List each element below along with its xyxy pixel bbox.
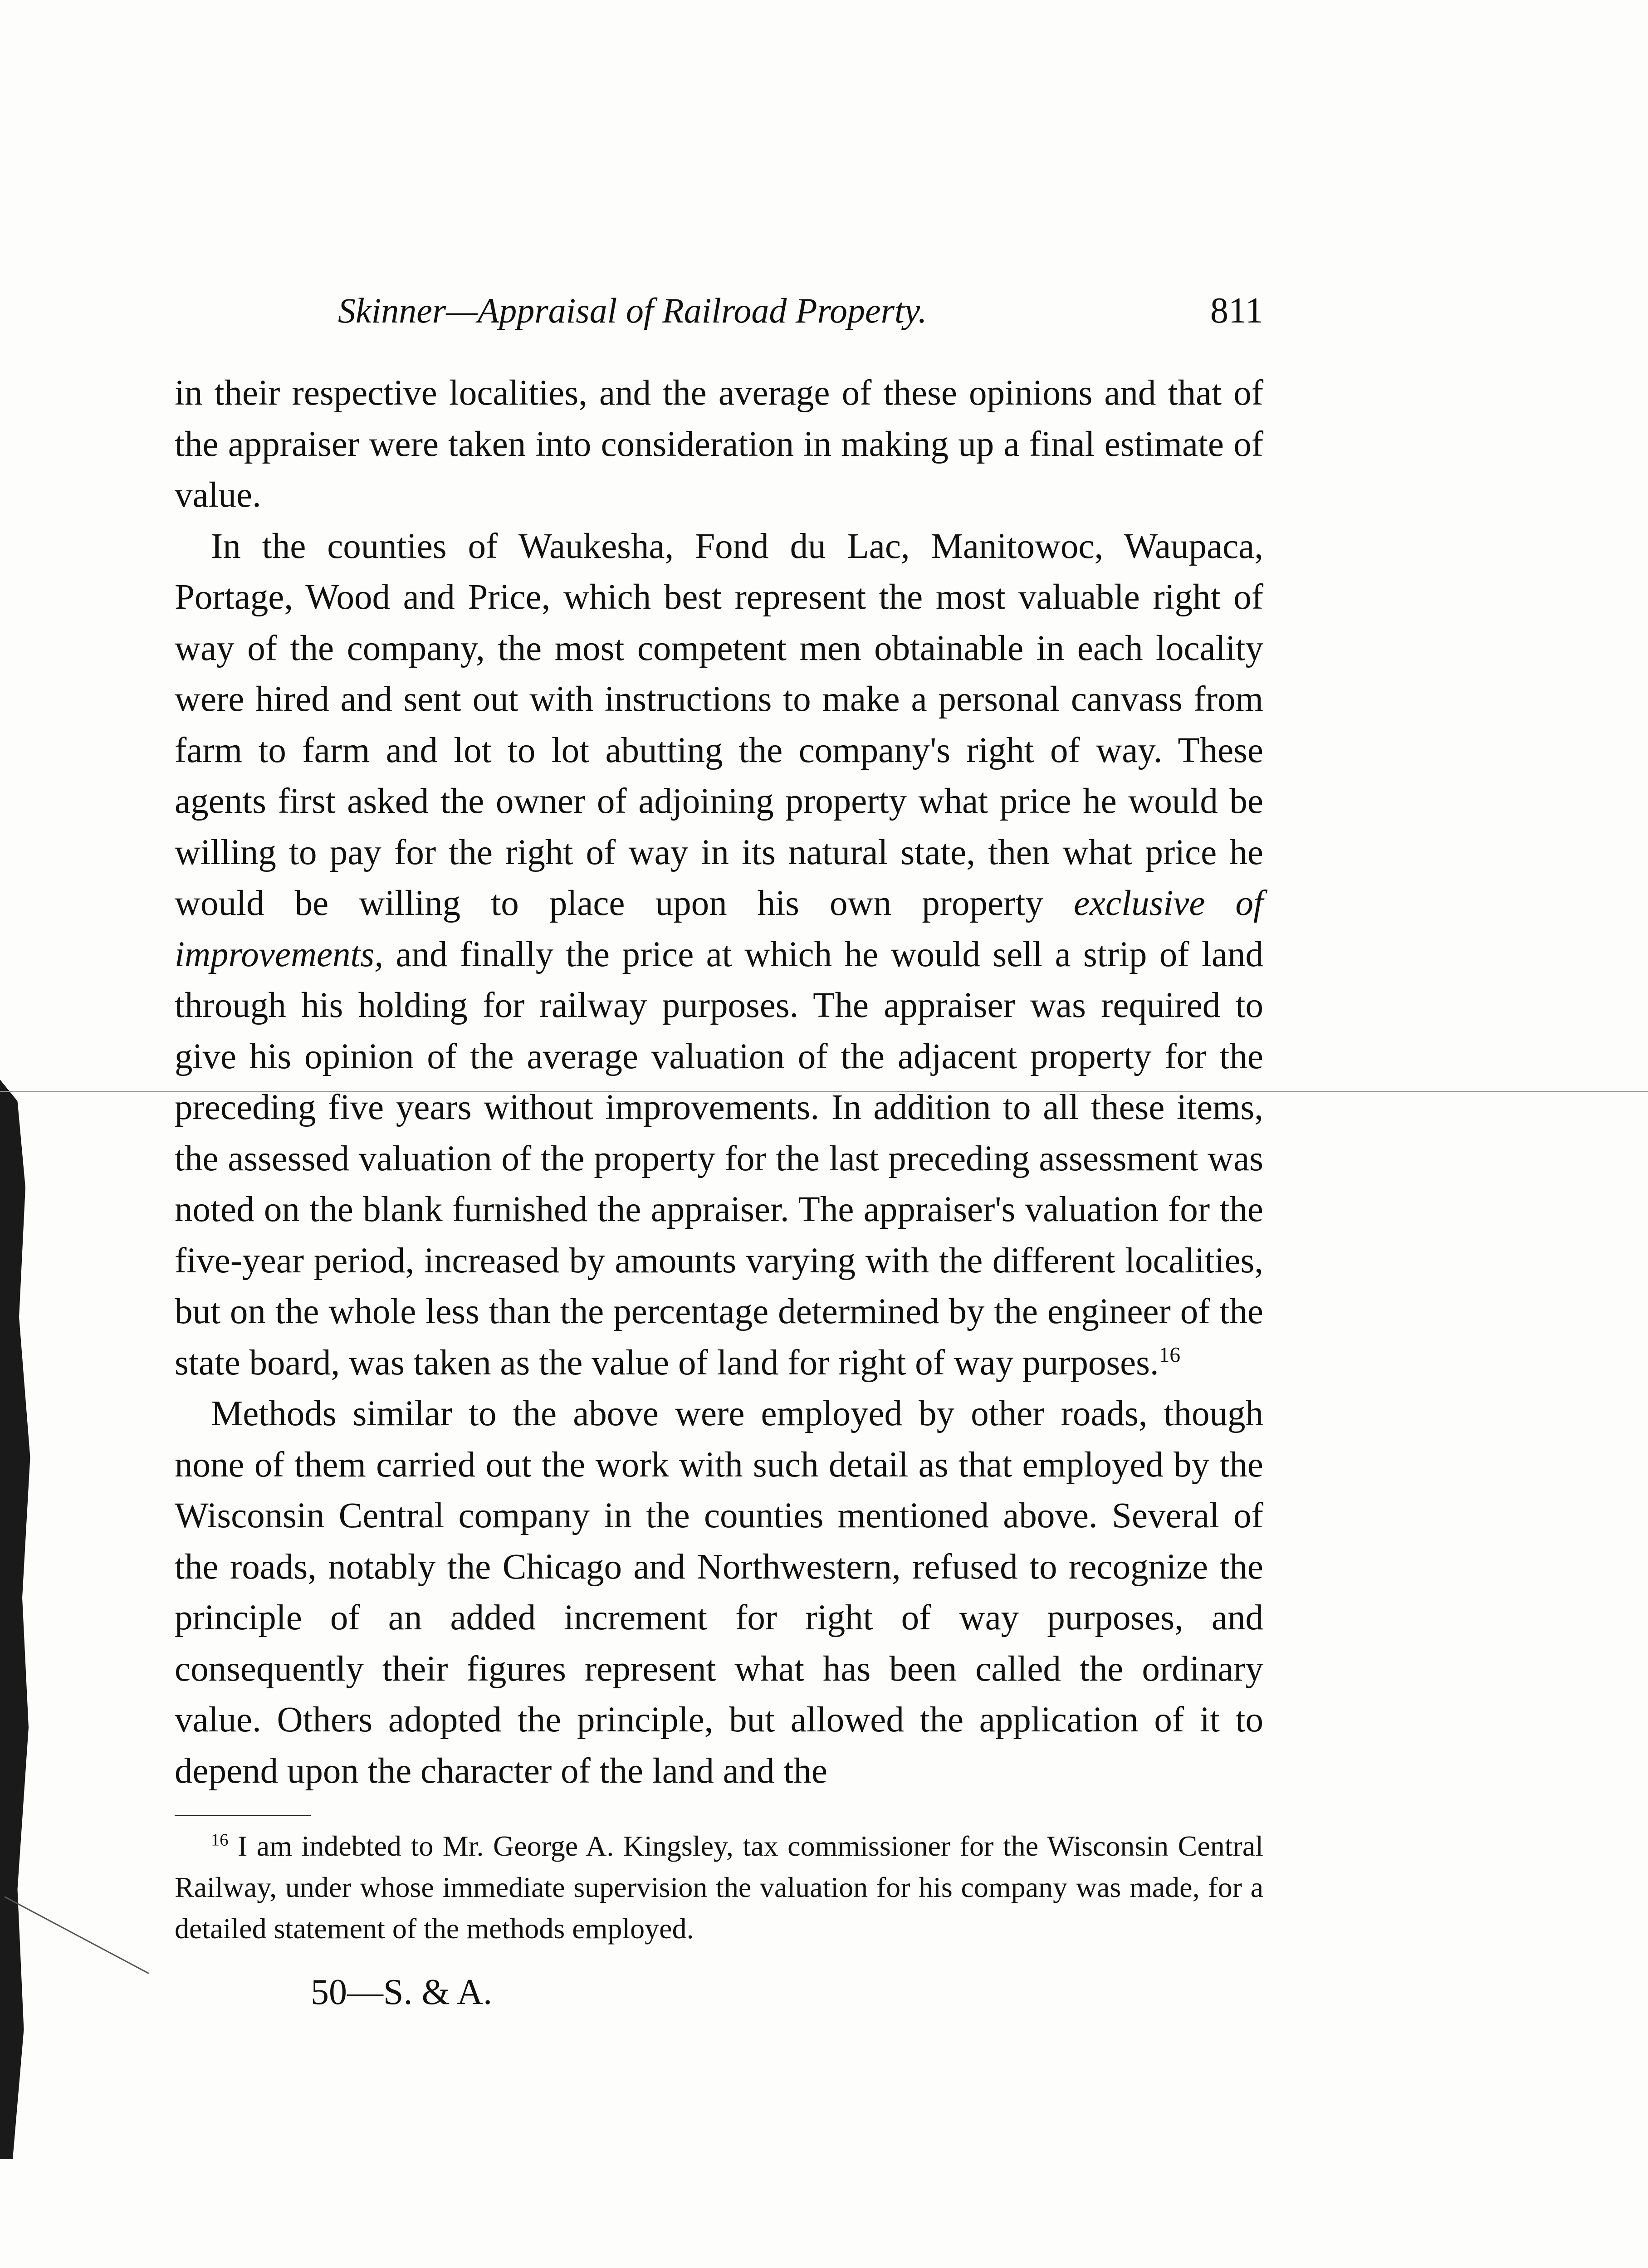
paragraph-p1 xyxy=(175,368,1263,521)
page-number: 811 xyxy=(1210,291,1263,331)
paragraph-p2 xyxy=(175,521,1263,1389)
paragraph-p3 xyxy=(175,1388,1263,1797)
footnote-reference: 16 xyxy=(1159,1343,1181,1367)
footnote-text: I am indebted to Mr. George A. Kingsley, tax commissioner for the Wisconsin Central Railway, under whose immediate supervision the valuation for his company was made, for a detailed statement of the methods employed. xyxy=(175,1830,1264,1945)
torn-left-edge xyxy=(0,1080,32,2159)
text-run: and finally the price at which he would sell a strip of land through his holding for railway purposes. The appraiser was required to give his opinion of the average valuation of the adjacent property for the preceding five years without improvements. In addition to all these items, the assessed valuation of the property for the last preceding assessment was noted on the blank furnished the appraiser. The appraiser's valuation for the five-year period, increased by amounts varying with the different localities, but on the whole less than the percentage determined by the engineer of the state board, was taken as the value of land for right of way purposes. xyxy=(175,934,1263,1383)
running-head xyxy=(175,290,1263,332)
text-block xyxy=(175,290,1263,2013)
italic-phrase: exclusive of improvements, xyxy=(175,884,1263,974)
text-run: In the counties of Waukesha, Fond du Lac, Manitowoc, Waupaca, Portage, Wood and Price, which best represent the most valuable right of way of the company, the most competent men obtainable in each locality were hired and sent out with instructions to make a personal canvass from farm to farm and lot to lot abutting the company's right of way. These agents first asked the owner of adjoining property what price he would be willing to pay for the right of way in its natural state, then what price he would be willing to place upon his own property xyxy=(175,526,1263,923)
footnote-rule xyxy=(175,1815,311,1816)
body-text xyxy=(175,368,1263,1797)
footnote xyxy=(175,1825,1263,1949)
text-run: in their respective localities, and the average of these opinions and that of the appraiser were taken into consideration in making up a final estimate of value. xyxy=(175,373,1263,515)
stray-pencil-mark xyxy=(4,1896,149,1974)
footnote-marker: 16 xyxy=(211,1830,229,1850)
signature-mark: 50—S. & A. xyxy=(311,1972,493,2012)
running-title: Skinner—Appraisal of Railroad Property. xyxy=(338,291,927,330)
text-run: Methods similar to the above were employed by other roads, though none of them carried out the work with such detail as that employed by the Wisconsin Central company in the counties mentioned above. Several of the roads, notably the Chicago and Northwestern, refused to recognize the principle of an added increment for right of way purposes, and consequently their figures represent what has been called the ordinary value. Others adopted the principle, but allowed the application of it to depend upon the character of the land and the xyxy=(175,1394,1263,1791)
